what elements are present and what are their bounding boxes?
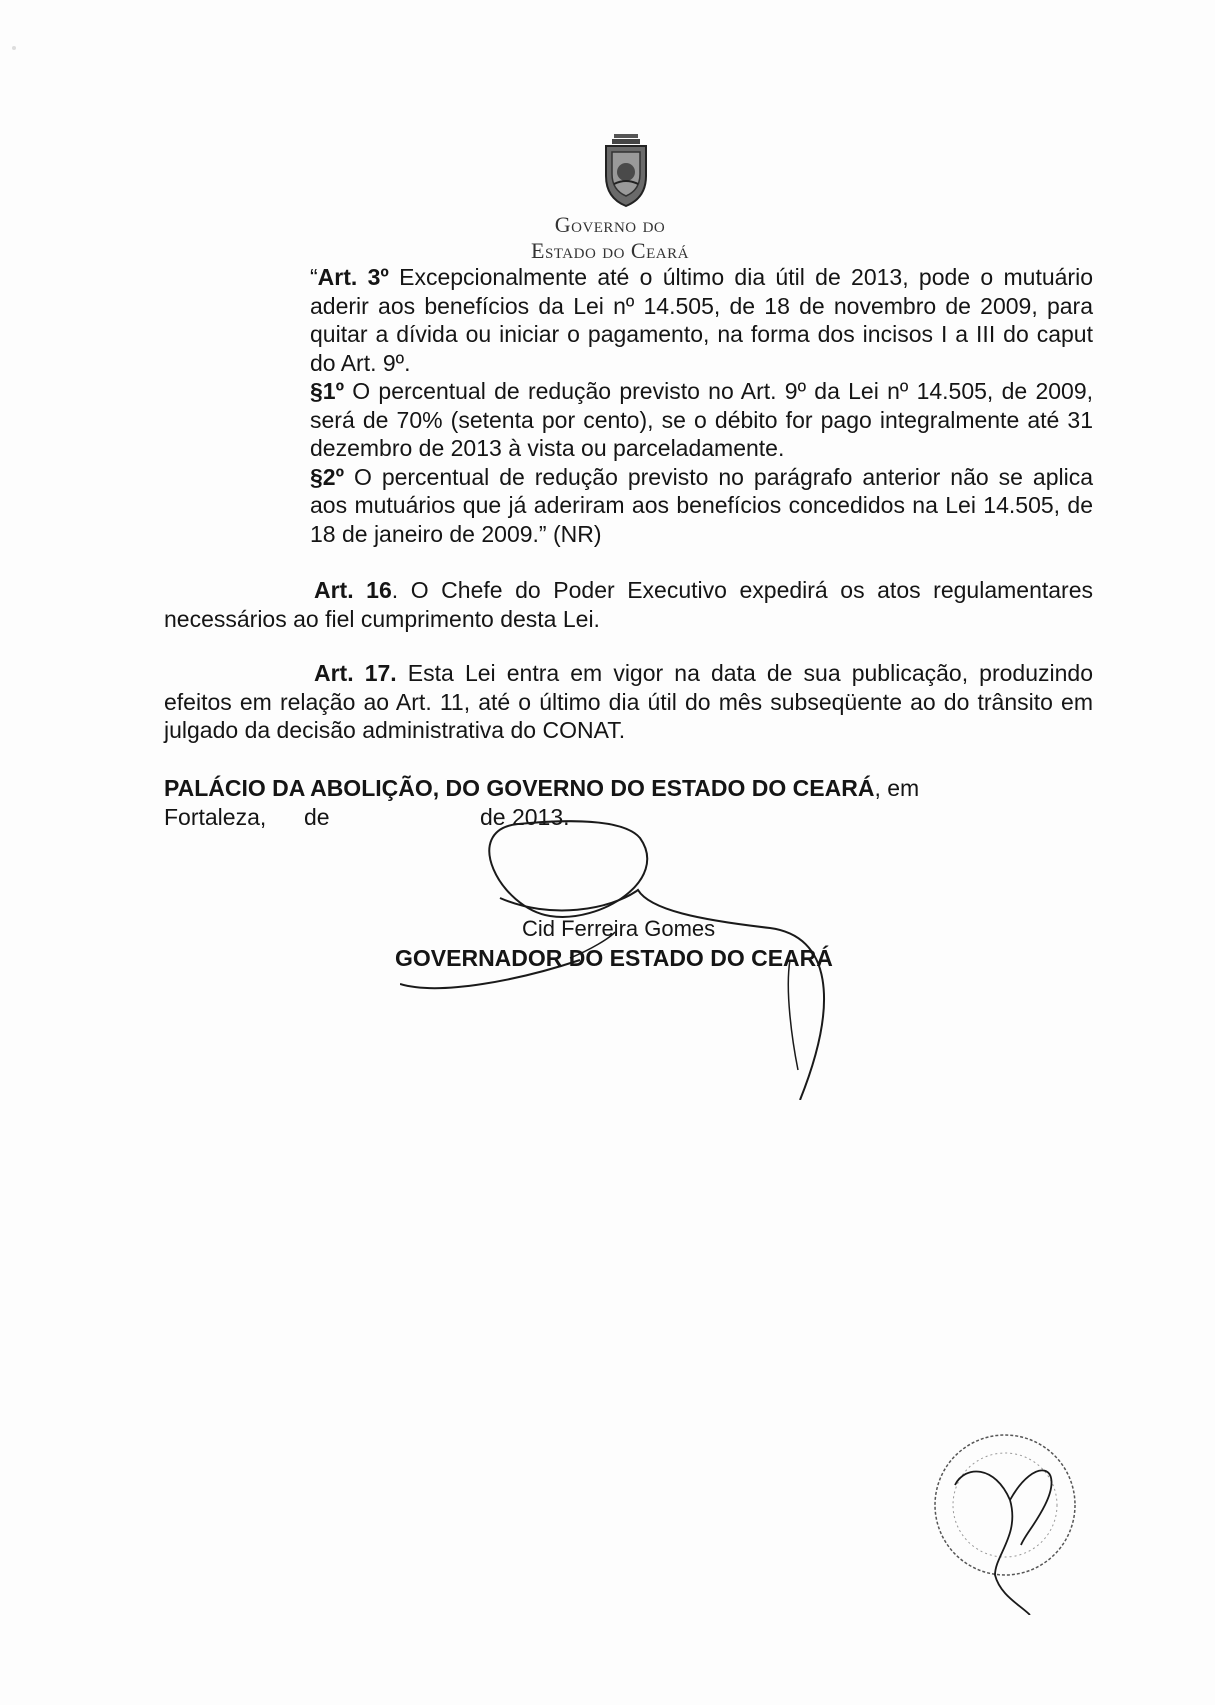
paragraph-1-text: O percentual de redução previsto no Art. 9º da Lei nº 14.505, de 2009, será de 70% (setenta por cento), se o débito for pago integralmente até 31 dezembro de 2013 à vista ou parceladamente. xyxy=(310,378,1093,461)
amended-article-block xyxy=(310,263,1093,548)
state-crest-icon xyxy=(600,132,652,212)
paragraph-2 xyxy=(310,463,1093,549)
signatory-title: GOVERNADOR DO ESTADO DO CEARÁ xyxy=(395,945,833,971)
art17-text: Esta Lei entra em vigor na data de sua publicação, produzindo efeitos em relação ao Art. 11, até o último dia útil do mês subseqüente ao do trânsito em julgado da decisão administrativa do CONAT. xyxy=(164,660,1093,743)
art3-label: Art. 3º xyxy=(317,264,389,290)
art16-text: . O Chefe do Poder Executivo expedirá os atos regulamentares necessários ao fiel cumprimento desta Lei. xyxy=(164,577,1093,632)
paragraph-1-label: §1º xyxy=(310,378,344,404)
opening-quote: “ xyxy=(310,264,318,290)
government-header xyxy=(440,212,780,264)
signatory-name: Cid Ferreira Gomes xyxy=(522,916,716,941)
palacio-em: , em xyxy=(874,775,920,801)
palacio-text: PALÁCIO DA ABOLIÇÃO, DO GOVERNO DO ESTADO DO CEARÁ xyxy=(164,775,875,801)
procuradoria-stamp xyxy=(925,1425,1085,1615)
date-de-1: de xyxy=(304,804,330,830)
paragraph-2-label: §2º xyxy=(310,463,344,490)
header-line-1: Governo do xyxy=(554,212,666,237)
art3-paragraph xyxy=(310,263,1093,377)
date-year: de 2013. xyxy=(480,804,570,830)
art16-label: Art. 16 xyxy=(314,577,392,603)
art17-paragraph xyxy=(164,659,1093,745)
header-line-2: Estado do Ceará xyxy=(531,238,689,263)
scan-speck xyxy=(12,46,16,50)
paragraph-1 xyxy=(310,377,1093,463)
art3-text: Excepcionalmente até o último dia útil de 2013, pode o mutuário aderir aos benefícios da Lei nº 14.505, de 18 de novembro de 2009, para quitar a dívida ou iniciar o pagamento, na forma dos incisos I a III do caput do Art. 9º. xyxy=(310,264,1093,376)
paragraph-2-text: O percentual de redução previsto no parágrafo anterior não se aplica aos mutuários que já aderiram aos benefícios concedidos na Lei 14.505, de 18 de janeiro de 2009.” (NR) xyxy=(310,463,1093,547)
art17-label: Art. 17. xyxy=(314,660,397,686)
art16-paragraph xyxy=(164,576,1093,633)
palacio-line xyxy=(164,774,1093,803)
fortaleza-label: Fortaleza, xyxy=(164,804,267,830)
